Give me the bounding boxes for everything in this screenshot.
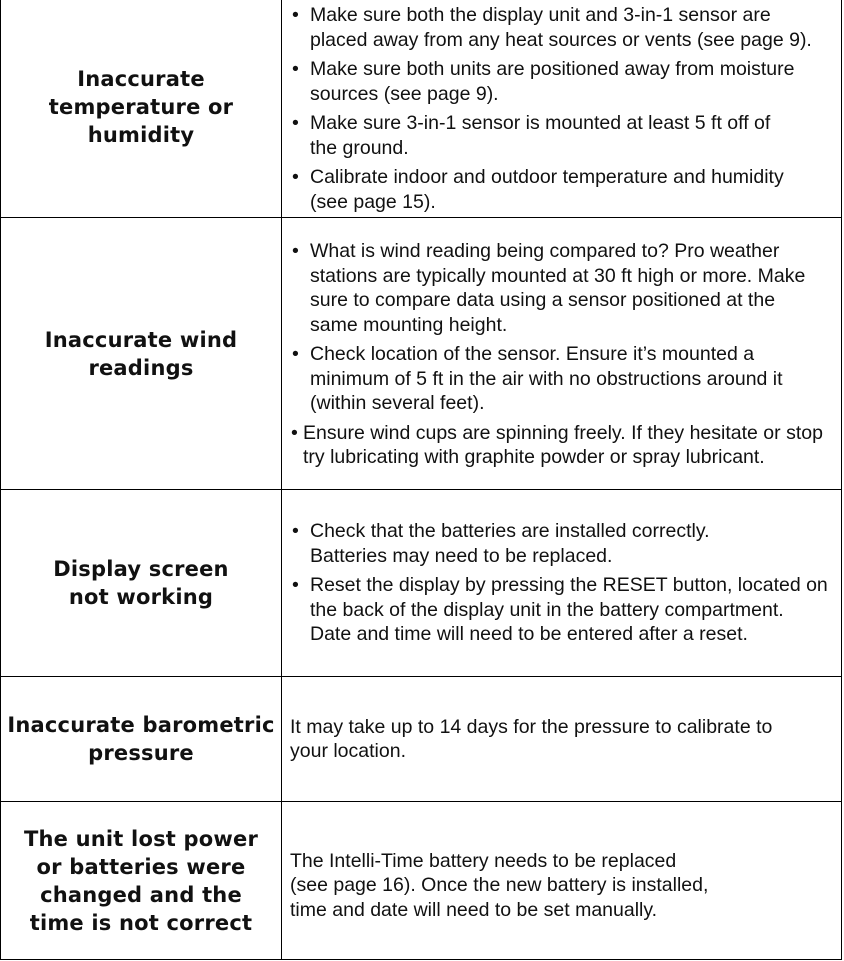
problem-cell [1,677,282,801]
bullet: • [292,240,299,263]
list-item: • Calibrate indoor and outdoor temperature and humidity (see page 15). [292,166,784,213]
solution-cell [282,490,841,676]
table-row [1,218,841,490]
solution-cell [282,218,841,489]
solution-cell [282,677,841,801]
list-item: • Make sure both units are positioned away from moisture sources (see page 9). [292,58,795,105]
list-item: • Ensure wind cups are spinning freely. If they hesitate or stop try lubricating with graphite powder or spray lubricant. [291,421,823,469]
table-row [1,677,841,802]
list-item: • Reset the display by pressing the RESET button, located on the back of the display unit in the battery compartment. Date and time will need to be entered after a reset. [292,574,828,646]
table-row [1,802,841,960]
table-row [1,0,841,218]
bullet: • [292,58,299,80]
list-item: • Check location of the sensor. Ensure it’s mounted a minimum of 5 ft in the air with no obstructions around it (within several feet). [292,343,783,415]
bullet: • [292,343,299,366]
problem-cell [1,218,282,489]
table-row [1,490,841,677]
problem-cell [1,802,282,959]
problem-text: The unit lost power or batteries were changed and the time is not correct [23,826,258,935]
problem-text: Display screen not working [53,557,229,609]
solution-text: It may take up to 14 days for the pressure to calibrate to your location. [290,715,773,762]
bullet: • [292,4,299,26]
list-item: • Make sure 3-in-1 sensor is mounted at least 5 ft off of the ground. [292,112,771,159]
bullet: • [291,421,298,444]
list-item: • Check that the batteries are installed correctly. Batteries may need to be replaced. [292,520,710,567]
problem-text: Inaccurate barometric pressure [7,713,275,765]
solution-cell [282,802,841,959]
bullet: • [292,520,299,543]
bullet: • [292,574,299,597]
problem-cell [1,0,282,217]
bullet: • [292,112,299,134]
problem-text: Inaccurate temperature or humidity [48,66,234,147]
problem-cell [1,490,282,676]
list-item: • Make sure both the display unit and 3-in-1 sensor are placed away from any heat sources or vents (see page 9). [292,4,812,51]
solution-text: The Intelli-Time battery needs to be replaced (see page 16). Once the new battery is installed, time and date will need to be set manually. [290,849,709,921]
solution-cell [282,0,841,217]
bullet: • [292,166,299,188]
list-item: • What is wind reading being compared to? Pro weather stations are typically mounted at 30 ft high or more. Make sure to compare data using a sensor positioned at the same mounting height. [292,240,806,336]
problem-text: Inaccurate wind readings [44,327,238,380]
